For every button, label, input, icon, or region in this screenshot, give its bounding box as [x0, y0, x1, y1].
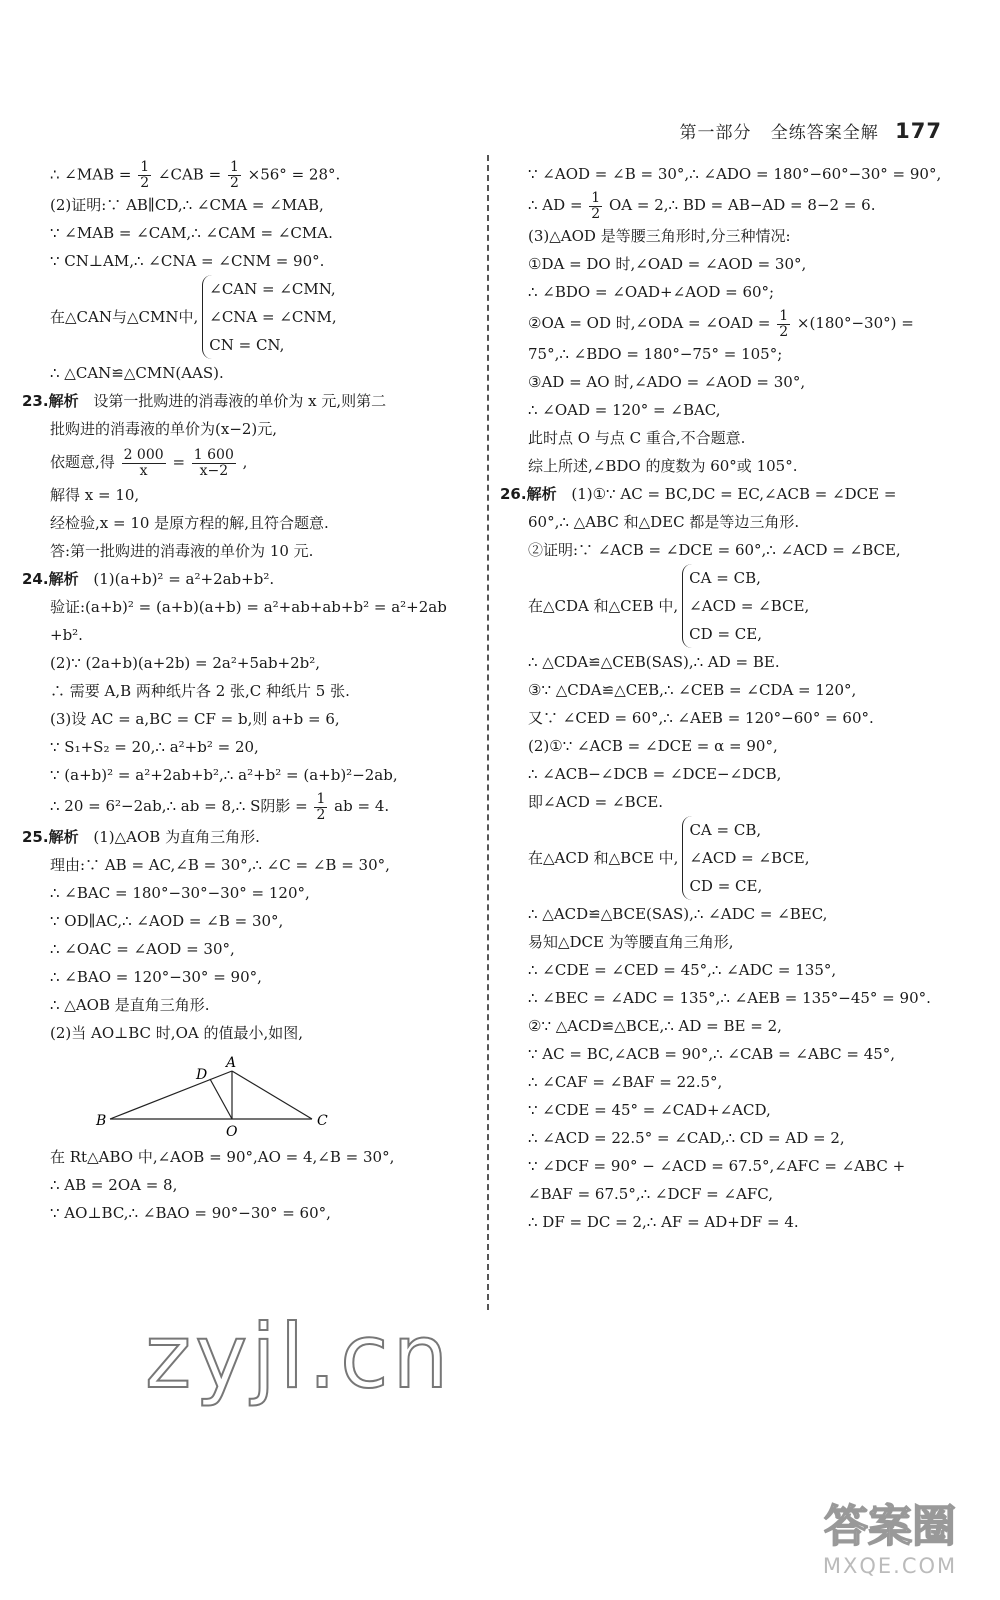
solution-line: ∵ S₁+S₂ = 20,∴ a²+b² = 20,: [50, 738, 259, 756]
solution-line: 答:第一批购进的消毒液的单价为 10 元.: [50, 542, 314, 560]
text: 在△CDA 和△CEB 中,: [528, 597, 679, 615]
solution-line: [22, 443, 477, 481]
solution-line: +b².: [50, 626, 83, 644]
numerator: 2 000: [123, 446, 164, 463]
text: 设第一批购进的消毒液的单价为 x 元,则第二: [93, 392, 387, 410]
text: ∴ 20 = 6²−2ab,∴ ab = 8,∴ S阴影 =: [50, 797, 308, 815]
case-line: ∠ACD = ∠BCE,: [689, 597, 810, 615]
solution-line: 解得 x = 10,: [50, 486, 140, 504]
solution-line: 在 Rt△ABO 中,∠AOB = 90°,AO = 4,∠B = 30°,: [50, 1148, 395, 1166]
triangle-figure: [92, 1049, 332, 1139]
fraction: [228, 160, 241, 191]
solution-line: ∴ AB = 2OA = 8,: [50, 1176, 178, 1194]
text: 在△ACD 和△BCE 中,: [528, 849, 679, 867]
numerator: 1: [229, 159, 239, 175]
solution-line: ∠BAF = 67.5°,∴ ∠DCF = ∠AFC,: [528, 1185, 774, 1203]
solution-line: [500, 306, 960, 340]
denominator: 2: [779, 323, 789, 340]
solution-line: 又∵ ∠CED = 60°,∴ ∠AEB = 120°−60° = 60°.: [528, 709, 874, 727]
label-c: C: [317, 1113, 328, 1129]
case-line: ∠ACD = ∠BCE,: [689, 849, 810, 867]
case-line: CD = CE,: [689, 625, 762, 643]
solution-line: ∴ ∠BEC = ∠ADC = 135°,∴ ∠AEB = 135°−45° = 90°.: [528, 989, 931, 1007]
fraction: [777, 309, 790, 340]
text: 在△CAN与△CMN中,: [50, 308, 199, 326]
text: =: [172, 453, 186, 471]
solution-line: ∴ △CAN≌△CMN(AAS).: [50, 364, 224, 382]
page-header: [680, 118, 942, 143]
solution-line: ∵ (a+b)² = a²+2ab+b²,∴ a²+b² = (a+b)²−2ab,: [50, 766, 398, 784]
label-a: A: [226, 1055, 237, 1071]
solution-line: ②∵ △ACD≌△BCE,∴ AD = BE = 2,: [528, 1017, 782, 1035]
cases-brace: [682, 816, 809, 900]
case-line: CA = CB,: [689, 569, 761, 587]
numerator: 1: [140, 159, 150, 175]
solution-line: ①DA = DO 时,∠OAD = ∠AOD = 30°,: [528, 255, 807, 273]
case-system: [22, 275, 477, 359]
solution-line: [22, 789, 477, 823]
question-number: 25.解析: [22, 828, 79, 846]
fraction: [192, 448, 236, 479]
solution-line: ∴ ∠BDO = ∠OAD+∠AOD = 60°;: [528, 283, 775, 301]
solution-line: ∴ ∠ACD = 22.5° = ∠CAD,∴ CD = AD = 2,: [528, 1129, 845, 1147]
solution-line: ③AD = AO 时,∠ADO = ∠AOD = 30°,: [528, 373, 806, 391]
solution-line: (2)证明:∵ AB∥CD,∴ ∠CMA = ∠MAB,: [50, 196, 324, 214]
solution-line: ∴ △CDA≌△CEB(SAS),∴ AD = BE.: [528, 653, 780, 671]
solution-line: ∴ DF = DC = 2,∴ AF = AD+DF = 4.: [528, 1213, 799, 1231]
question-23-line: [22, 387, 477, 415]
question-26-line: [500, 480, 960, 508]
label-d: D: [196, 1067, 208, 1083]
question-25-line: [22, 823, 477, 851]
question-number: 24.解析: [22, 570, 79, 588]
question-24-line: [22, 565, 477, 593]
denominator: x: [139, 462, 148, 479]
solution-line: 75°,∴ ∠BDO = 180°−75° = 105°;: [528, 345, 783, 363]
case-line: ∠CNA = ∠CNM,: [209, 308, 337, 326]
solution-line: ∴ ∠BAO = 120°−30° = 90°,: [50, 968, 262, 986]
fraction: [122, 448, 166, 479]
fraction: [138, 160, 151, 191]
denominator: x−2: [199, 462, 229, 479]
solution-line: 即∠ACD = ∠BCE.: [528, 793, 664, 811]
solution-line: 60°,∴ △ABC 和△DEC 都是等边三角形.: [528, 513, 800, 531]
denominator: 2: [229, 175, 239, 191]
segment-ac: [232, 1071, 312, 1119]
text: ②OA = OD 时,∠ODA = ∠OAD =: [528, 314, 771, 332]
numerator: 1 600: [193, 446, 234, 463]
solution-line: ∴ 需要 A,B 两种纸片各 2 张,C 种纸片 5 张.: [50, 682, 350, 700]
case-system: [500, 816, 960, 900]
numerator: 1: [779, 307, 789, 324]
case-line: CD = CE,: [689, 877, 763, 895]
case-line: ∠CAN = ∠CMN,: [209, 280, 336, 298]
solution-line: 此时点 O 与点 C 重合,不合题意.: [528, 429, 746, 447]
solution-line: ∵ OD∥AC,∴ ∠AOD = ∠B = 30°,: [50, 912, 284, 930]
label-b: B: [96, 1113, 107, 1129]
header-title: 全练答案全解: [770, 123, 879, 143]
column-divider: [487, 155, 489, 1310]
solution-line: 经检验,x = 10 是原方程的解,且符合题意.: [50, 514, 329, 532]
corner-logo: 答案圈: [824, 1501, 956, 1552]
watermark-zyjl: zyjl.cn: [145, 1305, 453, 1408]
numerator: 1: [591, 189, 601, 206]
case-line: CA = CB,: [689, 821, 762, 839]
solution-line: 易知△DCE 为等腰直角三角形,: [528, 933, 734, 951]
text: (1)△AOB 为直角三角形.: [93, 828, 260, 846]
label-o: O: [226, 1124, 238, 1139]
solution-line: ∵ CN⊥AM,∴ ∠CNA = ∠CNM = 90°.: [50, 252, 325, 270]
solution-line: ②证明:∵ ∠ACB = ∠DCE = 60°,∴ ∠ACD = ∠BCE,: [528, 541, 901, 559]
solution-line: ∴ △AOB 是直角三角形.: [50, 996, 210, 1014]
solution-line: ∵ ∠MAB = ∠CAM,∴ ∠CAM = ∠CMA.: [50, 224, 333, 242]
text: ∴ AD =: [528, 196, 583, 214]
numerator: 1: [316, 790, 326, 807]
text: (1)(a+b)² = a²+2ab+b².: [93, 570, 275, 588]
solution-line: ∴ ∠CDE = ∠CED = 45°,∴ ∠ADC = 135°,: [528, 961, 837, 979]
fraction: [314, 792, 327, 823]
solution-line: 综上所述,∠BDO 的度数为 60°或 105°.: [528, 457, 798, 475]
fraction: [589, 191, 602, 222]
case-line: CN = CN,: [209, 336, 285, 354]
question-number: 23.解析: [22, 392, 79, 410]
solution-line: [22, 160, 477, 191]
text: ,: [242, 453, 248, 471]
text: ×56° = 28°.: [247, 165, 341, 184]
solution-line: 验证:(a+b)² = (a+b)(a+b) = a²+ab+ab+b² = a²+2ab: [50, 598, 447, 616]
corner-watermark: [800, 1490, 980, 1578]
corner-url: MXQE.COM: [822, 1554, 958, 1578]
solution-line: (2)∵ (2a+b)(a+2b) = 2a²+5ab+2b²,: [50, 654, 321, 672]
solution-line: ∵ AO⊥BC,∴ ∠BAO = 90°−30° = 60°,: [50, 1204, 331, 1222]
solution-line: ∴ △ACD≌△BCE(SAS),∴ ∠ADC = ∠BEC,: [528, 905, 828, 923]
solution-line: ∴ ∠OAC = ∠AOD = 30°,: [50, 940, 235, 958]
page-number: 177: [895, 119, 942, 143]
question-number: 26.解析: [500, 485, 557, 503]
right-column: [500, 160, 960, 1236]
solution-line: (3)设 AC = a,BC = CF = b,则 a+b = 6,: [50, 710, 340, 728]
solution-line: ∴ ∠CAF = ∠BAF = 22.5°,: [528, 1073, 723, 1091]
denominator: 2: [140, 175, 150, 191]
solution-line: (2)①∵ ∠ACB = ∠DCE = α = 90°,: [528, 737, 778, 755]
solution-line: ③∵ △CDA≌△CEB,∴ ∠CEB = ∠CDA = 120°,: [528, 681, 857, 699]
solution-line: ∴ ∠OAD = 120° = ∠BAC,: [528, 401, 721, 419]
solution-line: ∵ ∠CDE = 45° = ∠CAD+∠ACD,: [528, 1101, 771, 1119]
text: OA = 2,∴ BD = AB−AD = 8−2 = 6.: [609, 196, 876, 214]
solution-line: ∵ ∠AOD = ∠B = 30°,∴ ∠ADO = 180°−60°−30° = 90°,: [528, 165, 942, 183]
text: 依题意,得: [50, 453, 115, 471]
case-system: [500, 564, 960, 648]
text: ∴ ∠MAB =: [50, 165, 132, 184]
solution-line: 批购进的消毒液的单价为(x−2)元,: [50, 420, 278, 438]
solution-line: 理由:∵ AB = AC,∠B = 30°,∴ ∠C = ∠B = 30°,: [50, 856, 390, 874]
solution-line: (2)当 AO⊥BC 时,OA 的值最小,如图,: [50, 1024, 304, 1042]
solution-line: ∵ ∠DCF = 90° − ∠ACD = 67.5°,∠AFC = ∠ABC +: [528, 1157, 906, 1175]
denominator: 2: [591, 205, 601, 222]
solution-line: (3)△AOD 是等腰三角形时,分三种情况:: [528, 227, 791, 245]
text: ∠CAB =: [157, 165, 222, 184]
text: (1)①∵ AC = BC,DC = EC,∠ACB = ∠DCE =: [571, 485, 897, 503]
solution-line: [500, 188, 960, 222]
text: ab = 4.: [334, 797, 390, 815]
cases-brace: [202, 275, 336, 359]
segment-do: [210, 1079, 232, 1119]
text: ×(180°−30°) =: [796, 314, 914, 332]
solution-line: ∴ ∠ACB−∠DCB = ∠DCE−∠DCB,: [528, 765, 782, 783]
denominator: 2: [316, 806, 326, 823]
cases-brace: [682, 564, 809, 648]
solution-line: ∵ AC = BC,∠ACB = 90°,∴ ∠CAB = ∠ABC = 45°,: [528, 1045, 896, 1063]
segment-ba: [110, 1071, 232, 1119]
left-column: [22, 160, 477, 1227]
header-section: 第一部分: [679, 123, 752, 143]
solution-line: ∴ ∠BAC = 180°−30°−30° = 120°,: [50, 884, 310, 902]
